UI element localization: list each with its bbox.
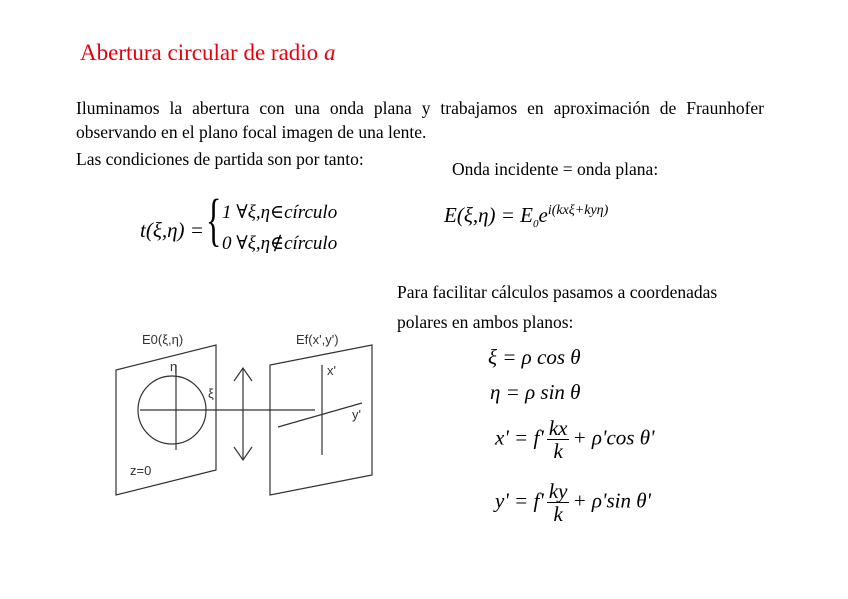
incident-wave-label: Onda incidente = onda plana: bbox=[452, 159, 659, 179]
incident-wave-equation bbox=[444, 203, 608, 230]
optical-diagram bbox=[100, 325, 390, 505]
transmission-brace: { bbox=[206, 187, 222, 252]
eq-x-denominator: k bbox=[553, 439, 563, 463]
eq-x-numerator: kx bbox=[548, 416, 568, 440]
eq-x-lhs: x' = f' bbox=[495, 425, 544, 450]
xi-label: ξ bbox=[208, 386, 214, 401]
incident-eq-sub: 0 bbox=[532, 218, 539, 231]
eq-y-fraction bbox=[547, 480, 570, 525]
incident-eq-e: e bbox=[538, 203, 548, 227]
polar-text-line-1: Para facilitar cálculos pasamos a coordenadas bbox=[397, 282, 718, 302]
plane2-label: Ef(x',y') bbox=[296, 332, 339, 347]
page-title bbox=[80, 40, 335, 66]
title-variable: a bbox=[323, 40, 336, 65]
polar-text-line-2: polares en ambos planos: bbox=[397, 312, 574, 332]
incident-eq-exponent: i(kxξ+kyη) bbox=[547, 203, 609, 218]
equation-eta: η = ρ sin θ bbox=[490, 380, 581, 404]
y-prime-label: y' bbox=[352, 407, 361, 422]
transmission-lhs: t(ξ,η) = bbox=[140, 218, 204, 242]
title-text: Abertura circular de radio bbox=[80, 40, 319, 65]
equation-y-prime bbox=[495, 480, 651, 525]
eq-x-fraction bbox=[547, 417, 570, 462]
eq-y-denominator: k bbox=[553, 502, 563, 526]
plane1-label: E0(ξ,η) bbox=[142, 332, 184, 347]
x-prime-label: x' bbox=[327, 363, 336, 378]
intro-paragraph: Iluminamos la abertura con una onda plana y trabajamos en aproximación de Fraunhofer observando en el plano focal imagen de una lente. bbox=[76, 98, 764, 142]
y-prime-axis bbox=[278, 403, 362, 427]
equation-x-prime bbox=[495, 417, 655, 462]
eq-y-lhs: y' = f' bbox=[495, 488, 544, 513]
eq-y-numerator: ky bbox=[548, 479, 568, 503]
z-label: z=0 bbox=[130, 463, 152, 478]
incident-eq-base: E(ξ,η) = E bbox=[444, 203, 533, 227]
transmission-case-outside: 0 ∀ξ,η∉círculo bbox=[222, 233, 338, 254]
transmission-case-inside: 1 ∀ξ,η∈círculo bbox=[222, 202, 338, 223]
conditions-label: Las condiciones de partida son por tanto: bbox=[76, 149, 364, 169]
eq-y-rhs: + ρ'sin θ' bbox=[572, 488, 652, 513]
equation-xi: ξ = ρ cos θ bbox=[488, 345, 581, 369]
eta-label: η bbox=[170, 359, 178, 374]
eq-x-rhs: + ρ'cos θ' bbox=[572, 425, 655, 450]
